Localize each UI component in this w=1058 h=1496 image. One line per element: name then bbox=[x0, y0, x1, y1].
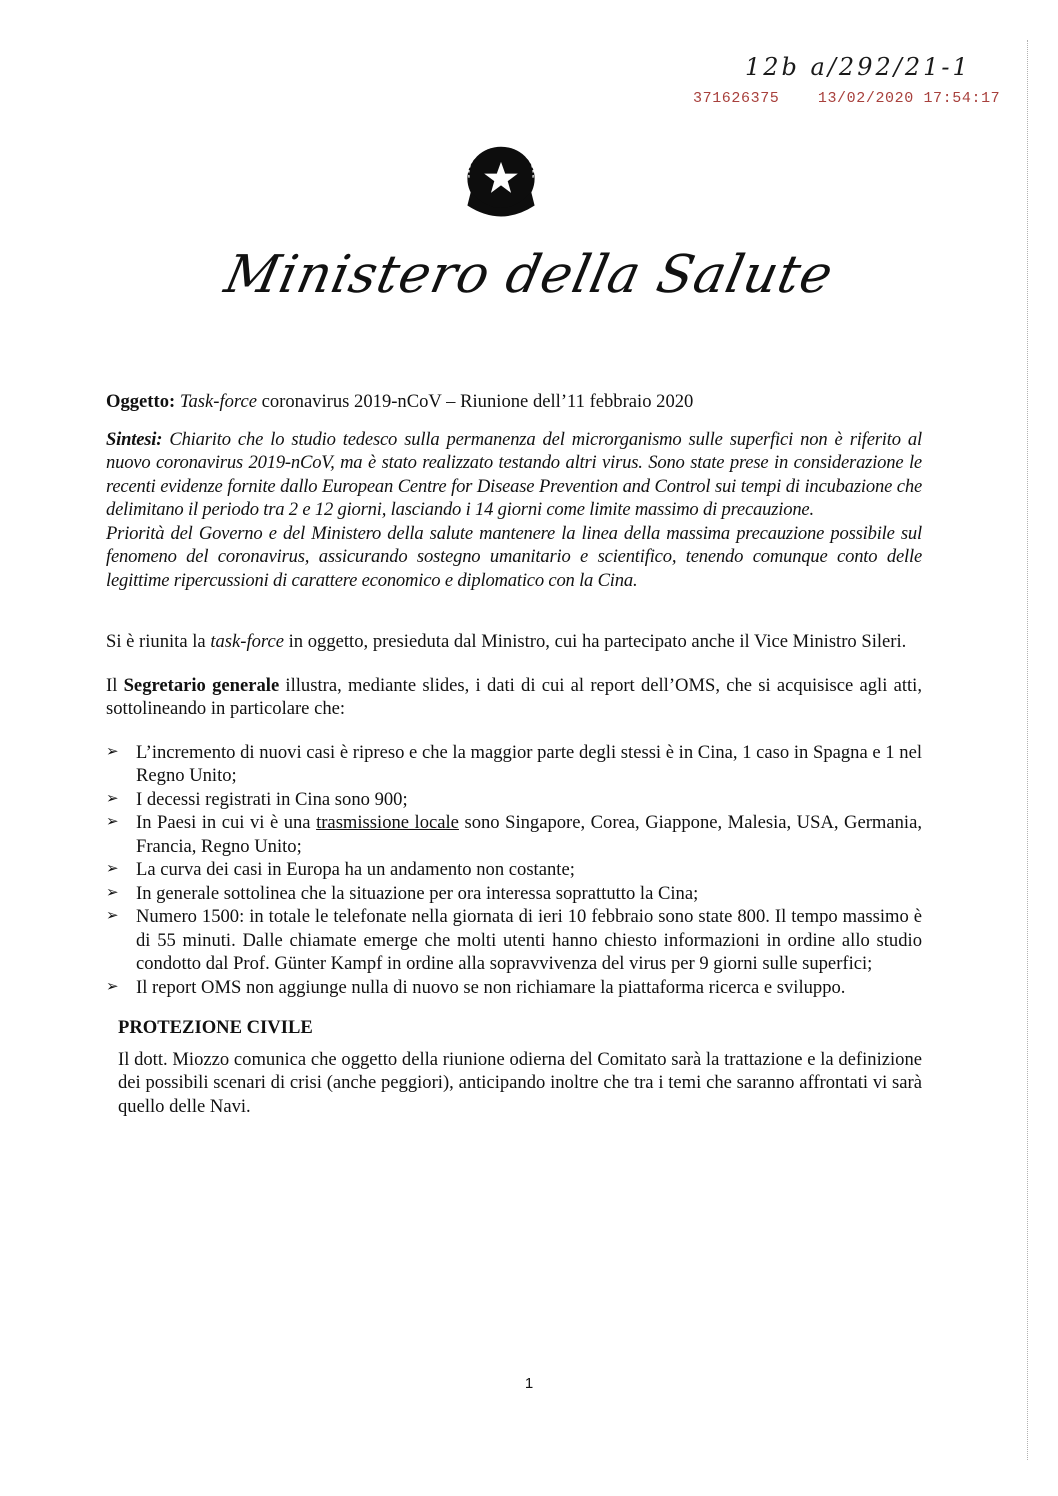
secretary-paragraph bbox=[106, 674, 922, 721]
list-item-text: Il report OMS non aggiunge nulla di nuovo se non richiamare la piattaforma ricerca e sviluppo. bbox=[136, 976, 846, 998]
list-item-text: L’incremento di nuovi casi è ripreso e che la maggior parte degli stessi è in Cina, 1 caso in Spagna e 1 nel Regno Unito; bbox=[136, 741, 922, 786]
arrow-bullet-icon: ➢ bbox=[106, 908, 119, 924]
list-item-text: In generale sottolinea che la situazione per ora interessa soprattutto la Cina; bbox=[136, 882, 699, 904]
list-item-text: La curva dei casi in Europa ha un andamento non costante; bbox=[136, 859, 575, 880]
list-item bbox=[106, 976, 922, 1000]
list-item bbox=[106, 788, 922, 812]
arrow-bullet-icon: ➢ bbox=[106, 814, 119, 830]
arrow-bullet-icon: ➢ bbox=[106, 743, 119, 760]
protocol-datetime: 13/02/2020 17:54:17 bbox=[817, 90, 1001, 107]
document-body bbox=[106, 390, 922, 1118]
subject-italic: Task-force bbox=[179, 391, 257, 412]
arrow-bullet-icon: ➢ bbox=[106, 978, 119, 995]
arrow-bullet-icon: ➢ bbox=[106, 884, 119, 901]
subject-line bbox=[106, 390, 922, 414]
italian-republic-emblem-icon bbox=[459, 140, 543, 224]
list-item-text: Numero 1500: in totale le telefonate nella giornata di ieri 10 febbraio sono state 800. Il tempo massimo è di 55 minuti. Dalle chiamate emerge che molti utenti hanno chiesto informazioni in ordine allo studio condotto dal Prof. Günter Kampf in ordine alla sopravvivenza del virus per 9 giorni sulle superfici; bbox=[136, 906, 922, 974]
list-item-text: sono Singapore, Corea, Giappone, Malesia, USA, Germania, Francia, Regno Unito; bbox=[136, 812, 922, 857]
intro-text-after: in oggetto, presieduta dal Ministro, cui ha partecipato anche il Vice Ministro Sileri. bbox=[283, 631, 907, 652]
summary-paragraph-2: Priorità del Governo e del Ministero della salute mantenere la linea della massima precauzione possibile sul fenomeno del coronavirus, assicurando sostegno umanitario e scientifico, tenendo comunque conto delle legittime ripercussioni di carattere economico e diplomatico con la Cina. bbox=[106, 522, 922, 591]
intro-paragraph bbox=[106, 630, 922, 654]
underlined-term: trasmissione locale bbox=[316, 812, 459, 833]
page-number: 1 bbox=[524, 1375, 534, 1392]
subject-label: Oggetto: bbox=[106, 391, 176, 412]
list-item-text: In Paesi in cui vi è una bbox=[136, 812, 317, 833]
handwritten-note: 12b a/292/21-1 bbox=[745, 53, 971, 81]
subject-text: coronavirus 2019-nCoV – Riunione dell’11 febbraio 2020 bbox=[256, 391, 694, 412]
secretary-bold: Segretario generale bbox=[123, 674, 280, 696]
summary-paragraph-1 bbox=[106, 428, 922, 522]
secretary-text-after: illustra, mediante slides, i dati di cui al report dell’OMS, che si acquisisce agli atti, sottolineando in particolare che: bbox=[106, 674, 922, 719]
summary-text-1: Chiarito che lo studio tedesco sulla permanenza del microrganismo sulle superfici non è riferito al nuovo coronavirus 2019-nCoV, ma è stato realizzato testando altri virus. Sono state prese in considerazione le recenti evidenze fornite dallo European Centre for Disease Prevention and Control sui tempi di incubazione che delimitano il periodo tra 2 e 12 giorni, lasciando i 14 giorni come limite massimo di precauzione. bbox=[106, 428, 922, 520]
ministry-masthead bbox=[0, 245, 1058, 305]
list-item-text: I decessi registrati in Cina sono 900; bbox=[136, 788, 408, 810]
list-item bbox=[106, 882, 922, 906]
protocol-stamp bbox=[693, 90, 1000, 108]
stamp-spacer bbox=[789, 90, 808, 107]
list-item bbox=[106, 905, 922, 976]
arrow-bullet-icon: ➢ bbox=[106, 790, 119, 807]
intro-text-before: Si è riunita la bbox=[106, 631, 211, 652]
findings-list bbox=[106, 741, 922, 1000]
protocol-number: 371626375 bbox=[693, 90, 780, 107]
intro-italic: task-force bbox=[210, 631, 284, 652]
section-body-protezione-civile: Il dott. Miozzo comunica che oggetto della riunione odierna del Comitato sarà la trattazione e la definizione dei possibili scenari di crisi (anche peggiori), anticipando inoltre che tra i temi che saranno affrontati vi sarà quello delle Navi. bbox=[118, 1048, 922, 1117]
list-item bbox=[106, 858, 922, 882]
list-item bbox=[106, 811, 922, 858]
secretary-text-before: Il bbox=[106, 674, 124, 696]
section-title-protezione-civile: PROTEZIONE CIVILE bbox=[118, 1017, 313, 1038]
summary-label: Sintesi: bbox=[106, 428, 163, 450]
ministry-name: Ministero della Salute bbox=[219, 245, 839, 305]
arrow-bullet-icon: ➢ bbox=[106, 861, 119, 877]
list-item bbox=[106, 741, 922, 788]
